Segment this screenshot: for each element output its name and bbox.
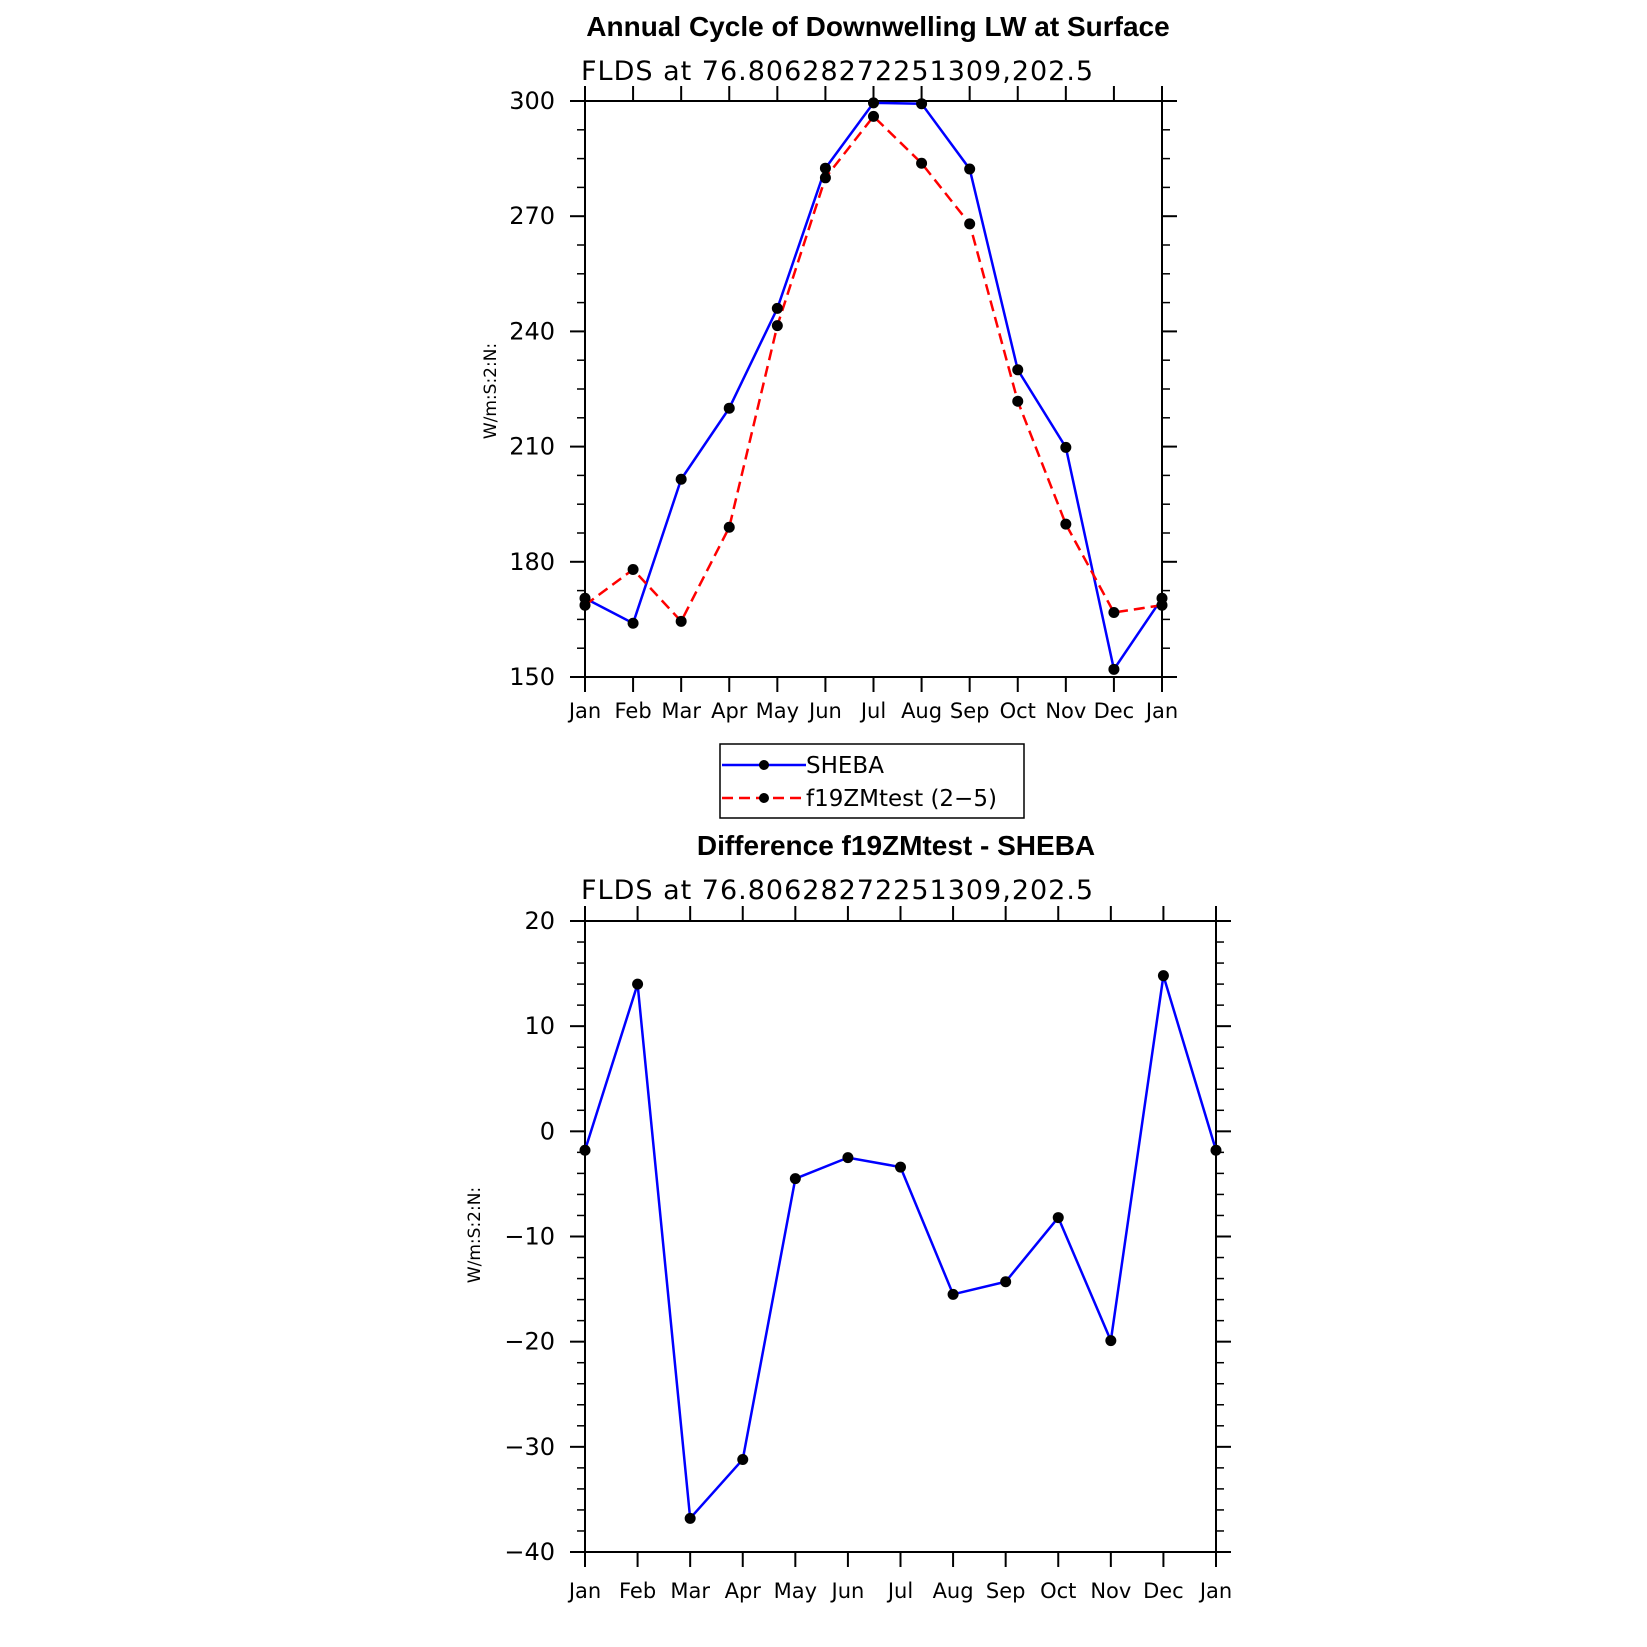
data-point-s1-11 (1108, 607, 1119, 618)
data-point-s0-5 (820, 163, 831, 174)
data-point-s0-8 (1000, 1276, 1011, 1287)
x-tick-label: Jan (568, 699, 602, 723)
data-point-s0-10 (1105, 1335, 1116, 1346)
data-point-s0-1 (632, 979, 643, 990)
data-point-s1-5 (820, 172, 831, 183)
chart-subtitle: FLDS at 76.80628272251309,202.5 (581, 56, 1095, 87)
data-point-s0-12 (1211, 1145, 1222, 1156)
x-tick-label: Oct (999, 699, 1036, 723)
x-tick-label: Mar (670, 1579, 710, 1603)
plot-frame (585, 101, 1162, 677)
x-tick-label: May (755, 699, 800, 723)
chart-title: Annual Cycle of Downwelling LW at Surface (586, 11, 1170, 42)
y-tick-label: 180 (509, 547, 555, 576)
x-tick-label: Dec (1143, 1579, 1184, 1603)
x-tick-label: Apr (711, 699, 748, 723)
plot-frame (585, 921, 1216, 1552)
data-point-s0-2 (676, 474, 687, 485)
data-point-s1-12 (1157, 600, 1168, 611)
x-tick-label: Aug (901, 699, 943, 723)
x-tick-label: Jul (860, 699, 887, 723)
x-tick-label: Mar (661, 699, 701, 723)
annual-cycle-chart (481, 11, 1178, 818)
x-tick-label: Nov (1090, 1579, 1132, 1603)
data-point-s0-3 (737, 1454, 748, 1465)
y-tick-label: −30 (504, 1432, 555, 1461)
data-point-s0-3 (724, 403, 735, 414)
data-point-s0-5 (842, 1152, 853, 1163)
y-axis-label: W/m:S:2:N: (465, 1186, 485, 1284)
legend-label-f19zmtest: f19ZMtest (2−5) (806, 786, 997, 812)
data-point-s0-11 (1158, 970, 1169, 981)
chart-title: Difference f19ZMtest - SHEBA (696, 830, 1096, 861)
y-axis-label: W/m:S:2:N: (481, 342, 501, 440)
series-line-0 (585, 976, 1216, 1519)
y-tick-label: 240 (509, 317, 555, 346)
x-tick-label: Apr (724, 1579, 761, 1603)
data-point-s1-10 (1060, 519, 1071, 530)
difference-chart (465, 830, 1232, 1603)
data-point-s0-11 (1108, 664, 1119, 675)
x-tick-label: Nov (1045, 699, 1087, 723)
x-tick-label: Dec (1093, 699, 1135, 723)
y-tick-label: −10 (504, 1222, 555, 1251)
data-point-s0-7 (948, 1289, 959, 1300)
data-point-s1-8 (964, 218, 975, 229)
data-point-s0-6 (868, 97, 879, 108)
data-point-s0-1 (628, 618, 639, 629)
series-line-1 (585, 116, 1162, 621)
data-point-s0-10 (1060, 442, 1071, 453)
x-tick-label: Sep (985, 1579, 1026, 1603)
data-point-s1-1 (628, 564, 639, 575)
data-point-s0-9 (1053, 1212, 1064, 1223)
legend (720, 744, 1024, 818)
data-point-s0-9 (1012, 364, 1023, 375)
data-point-s0-0 (580, 1145, 591, 1156)
y-tick-label: 150 (509, 663, 555, 691)
x-tick-label: Sep (949, 699, 990, 723)
x-tick-label: May (773, 1579, 818, 1603)
y-tick-label: 270 (509, 202, 555, 231)
y-tick-label: 10 (524, 1012, 555, 1041)
data-point-s0-6 (895, 1162, 906, 1173)
x-tick-label: Feb (618, 1579, 657, 1603)
y-tick-label: 20 (524, 907, 555, 935)
data-point-s0-2 (685, 1513, 696, 1524)
x-tick-label: Jul (887, 1579, 914, 1603)
x-tick-label: Jan (1145, 699, 1179, 723)
x-tick-label: Jan (568, 1579, 602, 1603)
y-tick-label: 0 (539, 1117, 555, 1146)
data-point-s1-2 (676, 616, 687, 627)
legend-marker-sheba (759, 760, 769, 770)
x-tick-label: Oct (1040, 1579, 1077, 1603)
data-point-s1-7 (916, 158, 927, 169)
legend-label-sheba: SHEBA (806, 753, 884, 779)
x-tick-label: Jan (1199, 1579, 1233, 1603)
data-point-s1-0 (580, 600, 591, 611)
data-point-s0-7 (916, 98, 927, 109)
y-tick-label: −40 (504, 1538, 555, 1566)
data-point-s0-4 (790, 1173, 801, 1184)
data-point-s1-3 (724, 522, 735, 533)
series-line-0 (585, 103, 1162, 669)
data-point-s1-6 (868, 111, 879, 122)
x-tick-label: Jun (831, 1579, 865, 1603)
x-tick-label: Jun (809, 699, 842, 723)
data-point-s0-4 (772, 303, 783, 314)
data-point-s0-8 (964, 163, 975, 174)
y-tick-label: 300 (509, 87, 555, 115)
chart-subtitle: FLDS at 76.80628272251309,202.5 (581, 875, 1095, 906)
x-tick-label: Aug (932, 1579, 974, 1603)
y-tick-label: 210 (509, 432, 555, 461)
data-point-s1-4 (772, 320, 783, 331)
x-tick-label: Feb (614, 699, 652, 723)
legend-marker-f19zmtest (759, 793, 769, 803)
y-tick-label: −20 (504, 1327, 555, 1356)
data-point-s1-9 (1012, 396, 1023, 407)
